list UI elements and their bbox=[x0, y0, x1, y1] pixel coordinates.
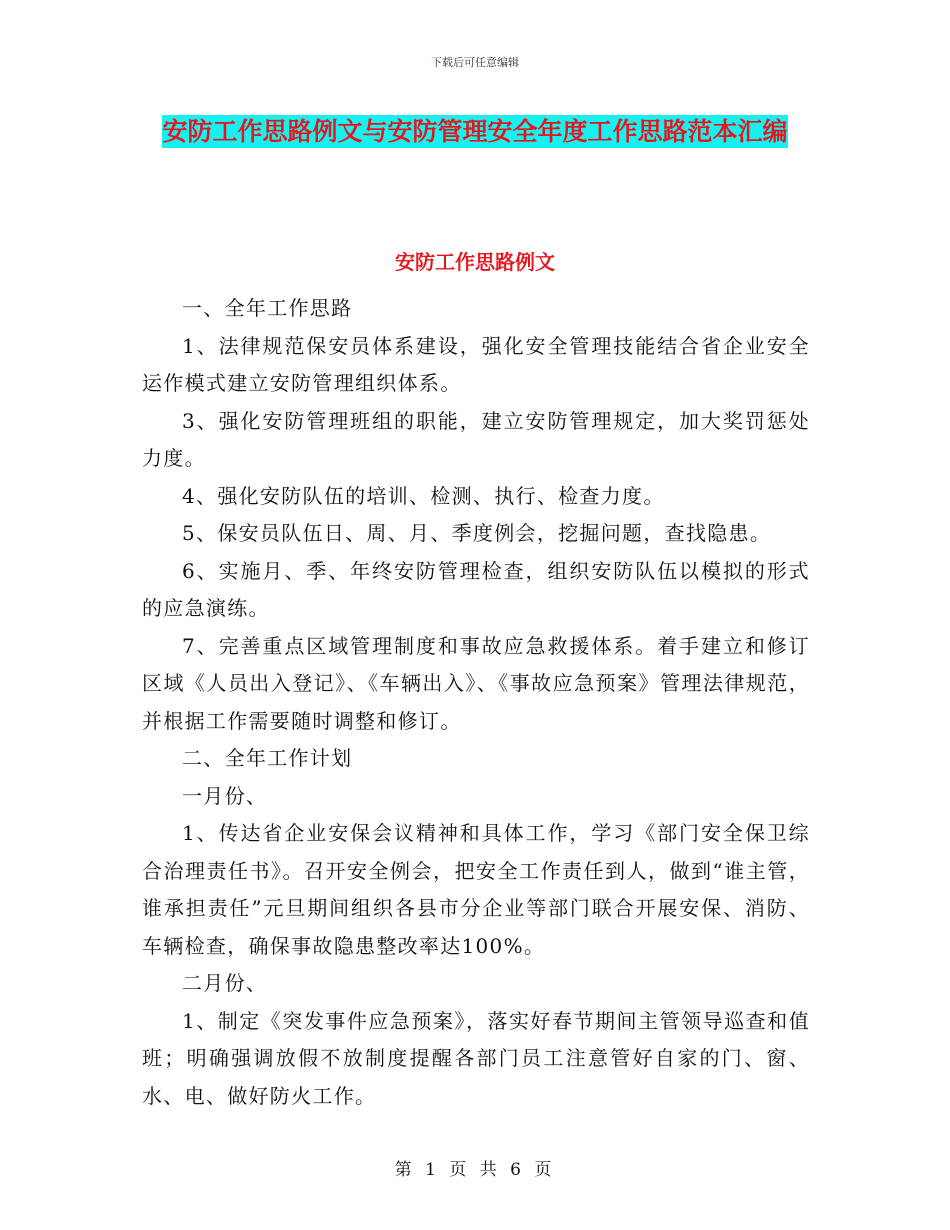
paragraph: 7、完善重点区域管理制度和事故应急救援体系。着手建立和修订区域《人员出入登记》、《车辆出入》、《事故应急预案》管理法律规范，并根据工作需要随时调整和修订。 bbox=[142, 633, 810, 733]
document-body bbox=[142, 290, 810, 1115]
document-title-text: 安防工作思路例文与安防管理安全年度工作思路范本汇编 bbox=[162, 117, 788, 146]
section-title: 安防工作思路例文 bbox=[395, 250, 555, 274]
paragraph: 一月份、 bbox=[182, 783, 268, 808]
paragraph: 二、全年工作计划 bbox=[182, 746, 353, 770]
paragraph: 一、全年工作思路 bbox=[182, 296, 353, 320]
paragraph: 6、实施月、季、年终安防管理检查，组织安防队伍以模拟的形式的应急演练。 bbox=[142, 558, 810, 620]
paragraph: 1、制定《突发事件应急预案》，落实好春节期间主管领导巡查和值班；明确强调放假不放制度提醒各部门员工注意管好自家的门、窗、水、电、做好防火工作。 bbox=[142, 1008, 810, 1108]
paragraph: 1、传达省企业安保会议精神和具体工作，学习《部门安全保卫综合治理责任书》。召开安全例会，把安全工作责任到人，做到“谁主管，谁承担责任”元旦期间组织各县市分企业等部门联合开展安保、消防、车辆检查，确保事故隐患整改率达100%。 bbox=[142, 821, 810, 958]
paragraph: 3、强化安防管理班组的职能，建立安防管理规定，加大奖罚惩处力度。 bbox=[142, 408, 810, 470]
paragraph: 1、法律规范保安员体系建设，强化安全管理技能结合省企业安全运作模式建立安防管理组织体系。 bbox=[142, 333, 810, 395]
paragraph: 4、强化安防队伍的培训、检测、执行、检查力度。 bbox=[182, 483, 665, 508]
document-title bbox=[140, 110, 810, 154]
header-note: 下载后可任意编辑 bbox=[431, 56, 519, 69]
paragraph: 二月份、 bbox=[182, 971, 268, 995]
paragraph: 5、保安员队伍日、周、月、季度例会，挖掘问题，查找隐患。 bbox=[182, 521, 772, 545]
page-footer: 第 1 页 共 6 页 bbox=[394, 1160, 556, 1180]
